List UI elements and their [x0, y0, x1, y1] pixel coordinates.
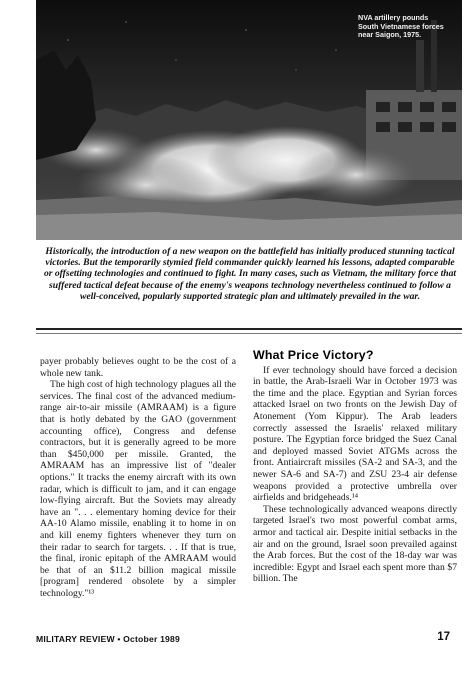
war-photo: [36, 0, 462, 240]
section-heading: What Price Victory?: [253, 348, 374, 362]
publication-footer: MILITARY REVIEW • October 1989: [36, 634, 180, 644]
caption-divider-thin: [36, 333, 462, 334]
body-paragraph: If ever technology should have forced a decision in battle, the Arab-Israeli War in October 1973 was the time and the place. Egyptian and Syrian forces attacked Israel on two fronts on the Jewish Day of Atonement (Yom Kippur). The Arab leaders correctly assessed the Israelis' relaxed military posture. The Egyptian force bridged the Suez Canal and deployed massed Soviet ATGMs across the front. Antiaircraft missiles (SA-2 and SA-3, and the newer SA-6 and SA-7) and ZSU 23-4 air defense weapons provided a protective umbrella over airfields and bridgeheads.¹⁴: [253, 364, 457, 504]
photo-caption-line: South Vietnamese forces: [358, 21, 444, 31]
body-paragraph: The high cost of high technology plagues all the services. The final cost of the advanced medium-range air-to-air missile (AMRAAM) is a figure that is hotly debated by the GAO (government accounting office), Congress and defense contractors, but it is generally agreed to be more than $450,000 per missile. Granted, the AMRAAM has an impressive list of "dealer options." It tracks the enemy aircraft with its own radar, which is difficult to jam, and it can engage low-flying aircraft. But the Soviets may already have an ". . . elementary homing device for their AA-10 Alamo missile, enabling it to home in on and kill enemy fighters whenever they turn on their radar to search for targets. . . If that is true, the final, ironic epitaph of the AMRAAM would be that of an $11.2 billion magical missile [program] rendered obsolete by a simpler technology."¹³: [40, 379, 236, 599]
caption-divider: [36, 328, 462, 330]
photo-caption-line: near Saigon, 1975.: [358, 30, 422, 40]
body-paragraph: These technologically advanced weapons directly targeted Israel's two most powerful combat arms, armor and tactical air. Despite initial setbacks in the air and on the ground, Israel soon prevailed against the Arab forces. But the cost of the 18-day war was incredible: Egypt and Israel each spent more than $7 billion. The: [253, 503, 457, 585]
right-column: [253, 350, 457, 585]
body-paragraph: payer probably believes ought to be the cost of a whole new tank.: [40, 356, 236, 379]
page-number: 17: [437, 631, 450, 643]
photo-caption: [358, 14, 456, 40]
photo-caption-line: NVA artillery pounds: [358, 13, 429, 22]
left-column: [40, 356, 236, 599]
figure-caption: Historically, the introduction of a new weapon on the battlefield has initially produced stunning tactical victories. But the temporarily stymied field commander quickly learned his lessons, adapted comparable or offsetting technologies and continued to fight. In many cases, such as Vietnam, the military force that suffered tactical defeat because of the enemy's weapons technology nevertheless continued to follow a well-conceived, popularly supported strategic plan and ultimately prevailed in the war.: [43, 246, 457, 302]
